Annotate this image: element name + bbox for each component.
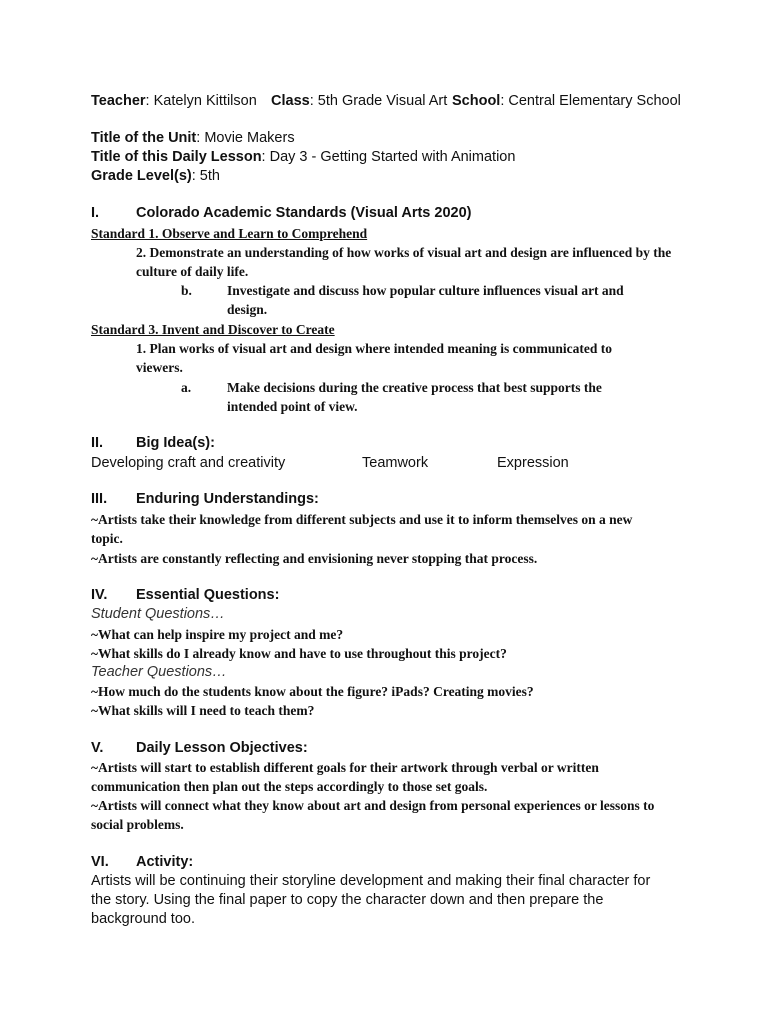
standard-3-sub-letter: a. <box>181 380 192 395</box>
objective-2: ~Artists will connect what they know about art and design from personal experiences or lessons to social problems. <box>91 798 655 833</box>
header-line <box>91 92 257 111</box>
section-5-number: V. <box>91 740 104 756</box>
class-line <box>271 92 447 111</box>
unit-title-value: : Movie Makers <box>196 130 295 146</box>
section-1-heading <box>91 204 472 223</box>
section-2-number: II. <box>91 435 104 451</box>
standard-1-heading: Standard 1. Observe and Learn to Comprehend <box>91 226 368 241</box>
unit-title-line <box>91 129 295 148</box>
objective-1: ~Artists will start to establish different goals for their artwork through verbal or written communication then plan out the steps accordingly to those set goals. <box>91 760 599 795</box>
class-value: : 5th Grade Visual Art <box>309 93 448 109</box>
teacher-question-2: ~What skills will I need to teach them? <box>91 703 315 718</box>
standard-1-sub-letter: b. <box>181 283 192 298</box>
standard-3-heading: Standard 3. Invent and Discover to Create <box>91 322 335 337</box>
school-line <box>452 92 681 111</box>
section-2-title: Big Idea(s): <box>136 435 215 451</box>
activity-text: Artists will be continuing their storyline development and making their final character for the story. Using the final paper to copy the character down and then prepare the background too. <box>91 873 651 927</box>
teacher-label: Teacher <box>91 93 146 109</box>
section-3-title: Enduring Understandings: <box>136 491 319 507</box>
lesson-title-line <box>91 148 515 167</box>
grade-level-value: : 5th <box>191 168 220 184</box>
grade-level-label: Grade Level(s) <box>91 168 192 184</box>
section-4-number: IV. <box>91 587 108 603</box>
school-value: : Central Elementary School <box>500 93 681 109</box>
big-idea-2: Teamwork <box>362 455 429 471</box>
section-6-heading <box>91 853 193 872</box>
standard-3-sub-text: Make decisions during the creative process that best supports the intended point of view. <box>227 380 602 415</box>
big-idea-3: Expression <box>497 455 569 471</box>
student-question-2: ~What skills do I already know and have to use throughout this project? <box>91 646 507 661</box>
grade-level-line <box>91 167 220 186</box>
section-1-number: I. <box>91 205 100 221</box>
understanding-1: ~Artists take their knowledge from different subjects and use it to inform themselves on a new topic. <box>91 512 633 547</box>
teacher-questions-label: Teacher Questions… <box>91 664 227 680</box>
lesson-title-label: Title of this Daily Lesson <box>91 149 262 165</box>
student-questions-label: Student Questions… <box>91 606 225 622</box>
class-label: Class <box>271 93 310 109</box>
section-6-title: Activity: <box>136 854 194 870</box>
teacher-question-1: ~How much do the students know about the figure? iPads? Creating movies? <box>91 684 534 699</box>
student-question-1: ~What can help inspire my project and me? <box>91 627 344 642</box>
big-idea-1: Developing craft and creativity <box>91 455 286 471</box>
section-4-title: Essential Questions: <box>136 587 280 603</box>
section-6-number: VI. <box>91 854 109 870</box>
lesson-title-value: : Day 3 - Getting Started with Animation <box>261 149 516 165</box>
section-3-number: III. <box>91 491 108 507</box>
teacher-value: : Katelyn Kittilson <box>145 93 257 109</box>
standard-1-item: 2. Demonstrate an understanding of how works of visual art and design are influenced by the culture of daily life. <box>136 245 672 280</box>
section-1-title: Colorado Academic Standards (Visual Arts 2020) <box>136 205 472 221</box>
unit-title-label: Title of the Unit <box>91 130 197 146</box>
understanding-2: ~Artists are constantly reflecting and envisioning never stopping that process. <box>91 551 538 566</box>
section-5-heading <box>91 739 308 758</box>
school-label: School <box>452 93 501 109</box>
standard-1-sub-text: Investigate and discuss how popular culture influences visual art and design. <box>227 283 624 318</box>
section-2-heading <box>91 434 215 453</box>
section-3-heading <box>91 490 319 509</box>
standard-3-item: 1. Plan works of visual art and design where intended meaning is communicated to viewers. <box>136 341 613 376</box>
section-4-heading <box>91 586 279 605</box>
section-5-title: Daily Lesson Objectives: <box>136 740 308 756</box>
